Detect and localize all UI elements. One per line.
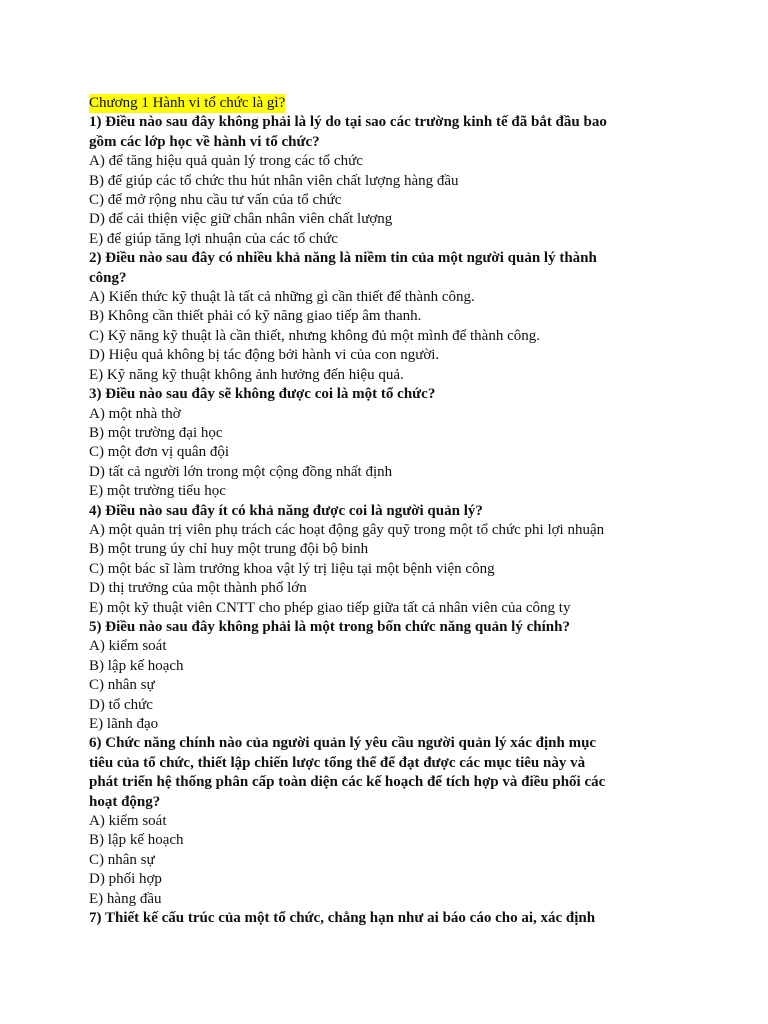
question-text: 5) Điều nào sau đây không phải là một trong bốn chức năng quản lý chính? — [89, 618, 570, 635]
answer-option: A) Kiến thức kỹ thuật là tất cả những gì cần thiết để thành công. — [89, 289, 475, 306]
answer-option: D) để cải thiện việc giữ chân nhân viên chất lượng — [89, 211, 393, 228]
question-text: hoạt động? — [89, 793, 161, 810]
question-text: công? — [89, 269, 127, 286]
answer-option: A) kiểm soát — [89, 638, 167, 655]
answer-option: E) một trường tiểu học — [89, 483, 226, 500]
question-text: 7) Thiết kế cấu trúc của một tổ chức, chẳng hạn như ai báo cáo cho ai, xác định — [89, 910, 596, 927]
question-text: 1) Điều nào sau đây không phải là lý do tại sao các trường kinh tế đã bắt đầu bao — [89, 114, 607, 131]
question-block — [89, 618, 679, 734]
answer-option: D) tất cả người lớn trong một cộng đồng nhất định — [89, 463, 393, 480]
question-block — [89, 502, 679, 618]
question-block — [89, 734, 679, 909]
question-block — [89, 909, 679, 928]
question-list — [89, 113, 679, 928]
answer-option: B) Không cần thiết phải có kỹ năng giao tiếp âm thanh. — [89, 308, 422, 325]
answer-option: B) một trường đại học — [89, 424, 223, 441]
answer-option: C) một bác sĩ làm trưởng khoa vật lý trị liệu tại một bệnh viện công — [89, 560, 495, 577]
answer-option: D) thị trưởng của một thành phố lớn — [89, 580, 307, 597]
chapter-title-line — [89, 94, 679, 113]
question-text: tiêu của tổ chức, thiết lập chiến lược tổng thể để đạt được các mục tiêu này và — [89, 754, 586, 771]
answer-option: B) lập kế hoạch — [89, 832, 184, 849]
answer-option: C) nhân sự — [89, 677, 155, 694]
answer-option: A) để tăng hiệu quả quản lý trong các tổ chức — [89, 153, 363, 170]
answer-option: D) tổ chức — [89, 696, 153, 713]
answer-option: E) Kỹ năng kỹ thuật không ảnh hưởng đến hiệu quả. — [89, 366, 404, 383]
question-block — [89, 113, 679, 249]
answer-option: A) một quản trị viên phụ trách các hoạt động gây quỹ trong một tổ chức phi lợi nhuận — [89, 521, 605, 538]
question-text: 4) Điều nào sau đây ít có khả năng được coi là người quản lý? — [89, 502, 483, 519]
question-text: gồm các lớp học về hành vi tổ chức? — [89, 133, 320, 150]
answer-option: A) kiểm soát — [89, 813, 167, 830]
answer-option: B) lập kế hoạch — [89, 657, 184, 674]
document-page — [89, 94, 679, 928]
answer-option: C) một đơn vị quân đội — [89, 444, 230, 461]
answer-option: E) lãnh đạo — [89, 716, 159, 732]
answer-option: E) để giúp tăng lợi nhuận của các tổ chức — [89, 230, 338, 247]
answer-option: C) để mở rộng nhu cầu tư vấn của tổ chức — [89, 192, 342, 209]
answer-option: B) một trung úy chỉ huy một trung đội bộ binh — [89, 541, 369, 558]
question-text: 3) Điều nào sau đây sẽ không được coi là một tổ chức? — [89, 386, 436, 403]
question-text: 6) Chức năng chính nào của người quản lý yêu cầu người quản lý xác định mục — [89, 735, 597, 752]
answer-option: C) Kỹ năng kỹ thuật là cần thiết, nhưng không đủ một mình để thành công. — [89, 327, 540, 344]
question-text: 2) Điều nào sau đây có nhiều khả năng là niềm tin của một người quản lý thành — [89, 250, 597, 267]
question-block — [89, 385, 679, 501]
question-text: phát triển hệ thống phân cấp toàn diện các kế hoạch để tích hợp và điều phối các — [89, 774, 606, 791]
question-block — [89, 249, 679, 385]
answer-option: D) Hiệu quả không bị tác động bởi hành vi của con người. — [89, 347, 440, 364]
answer-option: B) để giúp các tổ chức thu hút nhân viên chất lượng hàng đầu — [89, 172, 459, 189]
answer-option: E) một kỹ thuật viên CNTT cho phép giao tiếp giữa tất cả nhân viên của công ty — [89, 599, 571, 616]
answer-option: D) phối hợp — [89, 871, 162, 888]
answer-option: A) một nhà thờ — [89, 405, 181, 422]
answer-option: C) nhân sự — [89, 851, 155, 868]
answer-option: E) hàng đầu — [89, 890, 162, 907]
chapter-title: Chương 1 Hành vi tổ chức là gì? — [89, 94, 285, 113]
